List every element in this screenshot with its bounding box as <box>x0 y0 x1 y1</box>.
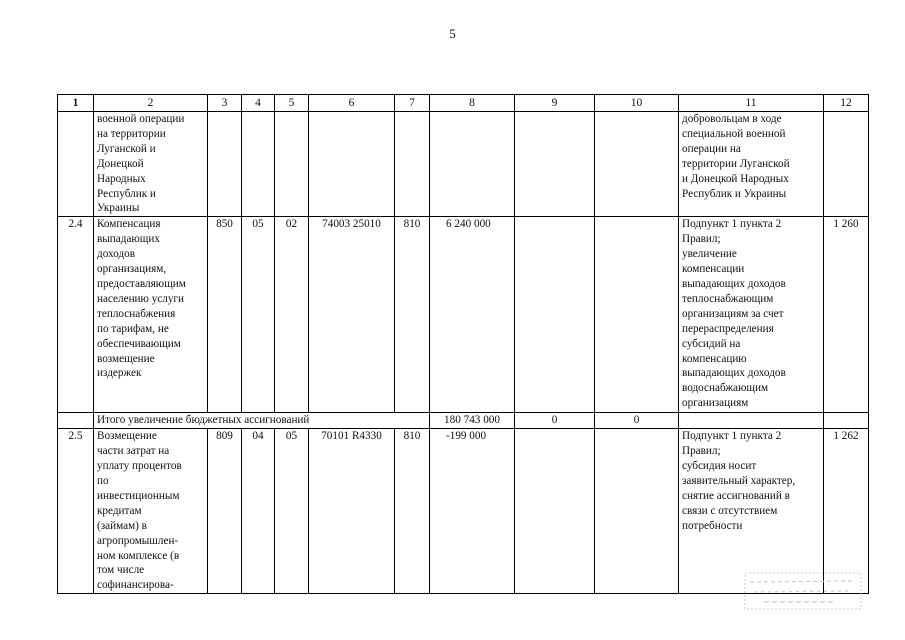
cell-col3: 809 <box>208 429 242 594</box>
cell-col9 <box>515 217 595 413</box>
table-row <box>58 429 869 594</box>
cell-col5: 02 <box>275 217 309 413</box>
cell-col10 <box>595 217 679 413</box>
cell-name: военной операции на территории Луганской и Донецкой Народных Республик и Украины <box>94 112 208 217</box>
cell-amount: 6 240 000 <box>430 217 515 413</box>
cell-col12: 1 262 <box>824 429 869 594</box>
column-header: 4 <box>242 95 275 112</box>
total-label: Итого увеличение бюджетных ассигнований <box>94 413 430 429</box>
total-amount: 180 743 000 <box>430 413 515 429</box>
cell-col6: 70101 R4330 <box>309 429 395 594</box>
continuation-row <box>58 112 869 217</box>
cell-number: 2.5 <box>58 429 94 594</box>
total-col9: 0 <box>515 413 595 429</box>
cell-number: 2.4 <box>58 217 94 413</box>
cell-basis: добровольцам в ходе специальной военной операции на территории Луганской и Донецкой Народных Республик и Украины <box>679 112 824 217</box>
cell-col4: 05 <box>242 217 275 413</box>
cell-amount: -199 000 <box>430 429 515 594</box>
column-header: 7 <box>395 95 430 112</box>
cell-name: Компенсация выпадающих доходов организациям, предоставляющим населению услуги теплоснабжения по тарифам, не обеспечивающим возмещение издержек <box>94 217 208 413</box>
page-number: 5 <box>449 26 456 41</box>
column-header: 5 <box>275 95 309 112</box>
cell-col7: 810 <box>395 429 430 594</box>
cell-col6: 74003 25010 <box>309 217 395 413</box>
column-header: 2 <box>94 95 208 112</box>
column-header: 6 <box>309 95 395 112</box>
cell-col10 <box>595 429 679 594</box>
cell-col7: 810 <box>395 217 430 413</box>
budget-table <box>57 94 869 594</box>
column-header: 8 <box>430 95 515 112</box>
cell-col5: 05 <box>275 429 309 594</box>
column-header: 3 <box>208 95 242 112</box>
cell-col9 <box>515 429 595 594</box>
column-header: 10 <box>595 95 679 112</box>
column-header: 12 <box>824 95 869 112</box>
column-header: 1 <box>58 95 94 112</box>
cell-name: Возмещение части затрат на уплату процентов по инвестиционным кредитам (займам) в агропромышлен- ном комплексе (в том числе софинансирова- <box>94 429 208 594</box>
column-header: 9 <box>515 95 595 112</box>
cell-col3: 850 <box>208 217 242 413</box>
stamp-mark <box>744 572 862 610</box>
cell-basis: Подпункт 1 пункта 2 Правил; субсидия носит заявительный характер, снятие ассигнований в связи с отсутствием потребности <box>679 429 824 594</box>
column-header-row <box>58 95 869 112</box>
cell-col12: 1 260 <box>824 217 869 413</box>
cell-col4: 04 <box>242 429 275 594</box>
cell-basis: Подпункт 1 пункта 2 Правил; увеличение компенсации выпадающих доходов теплоснабжающим организациям за счет перераспределения субсидий на компенсацию выпадающих доходов водоснабжающим организациям <box>679 217 824 413</box>
column-header: 11 <box>679 95 824 112</box>
table-row <box>58 217 869 413</box>
total-col10: 0 <box>595 413 679 429</box>
total-row <box>58 413 869 429</box>
